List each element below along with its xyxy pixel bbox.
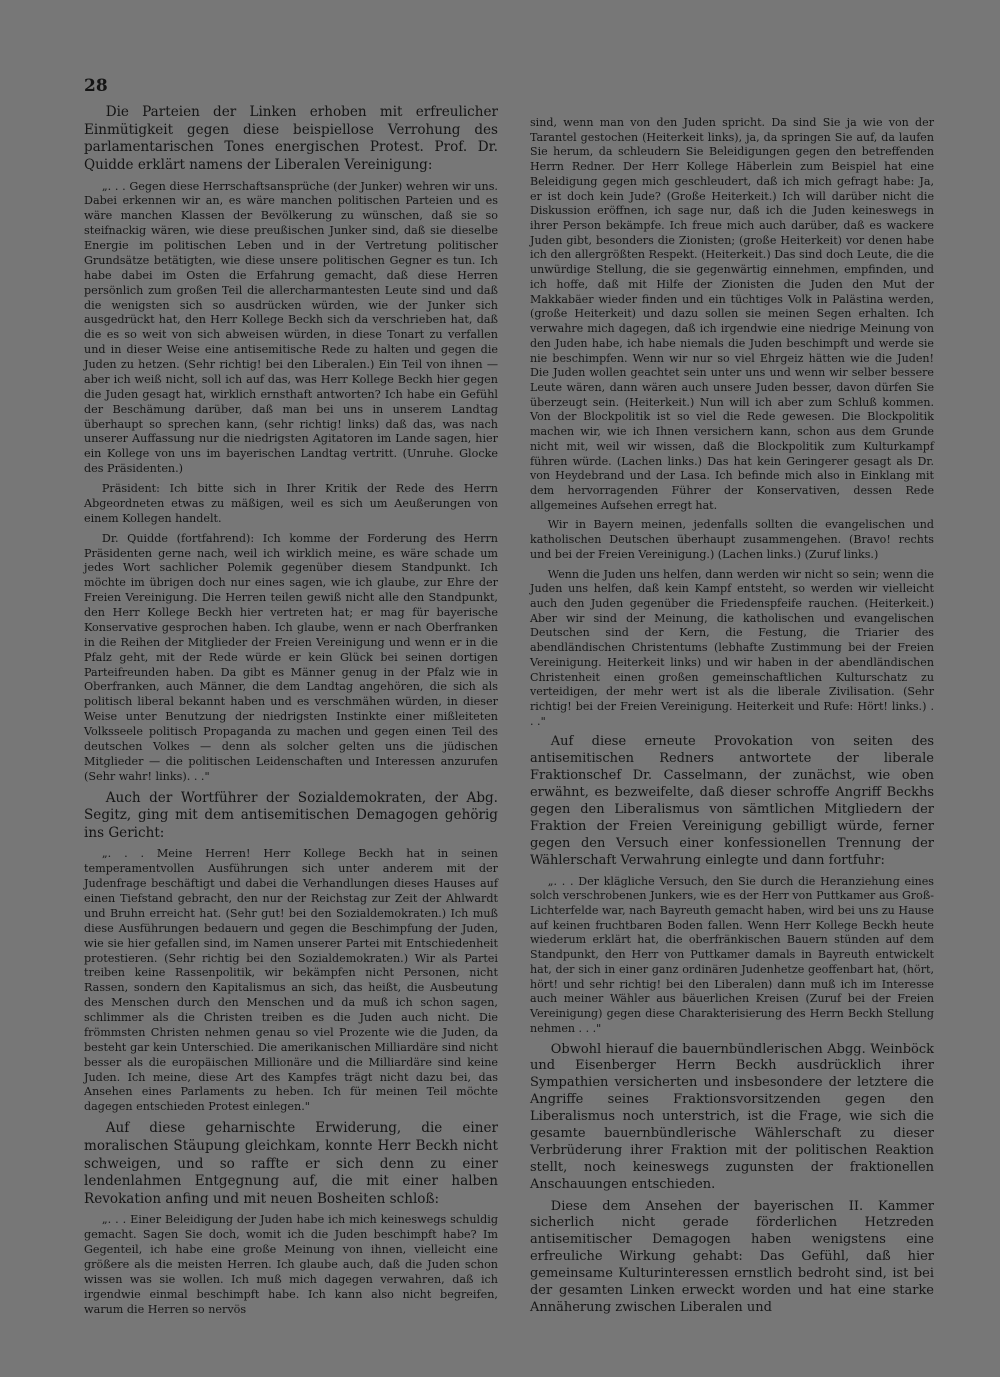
paragraph: Obwohl hierauf die bauernbündlerischen Abgg. Weinböck und Eisenberger Herrn Beckh ausdrücklich ihrer Sympathien versicherten und insbesondere der letztere die Angriffe seines Fraktionsvorsitzenden gegen den Liberalismus noch unterstrich, ist die Frage, wie sich die gesamte bauernbündlerische Wählerschaft zu dieser Verbrüderung ihrer Fraktion mit der politischen Reaktion stellt, noch keineswegs zugunsten der fraktionellen Anschauungen entschieden. (530, 1041, 934, 1192)
quote-paragraph: „. . . Einer Beleidigung der Juden habe ich mich keineswegs schuldig gemacht. Sagen Sie doch, womit ich die Juden beschimpft habe? Im Gegenteil, ich habe eine große Meinung von ihnen, vielleicht eine größere als die meisten Herren. Ich glaube auch, daß die Juden schon wissen was sie wollen. Ich muß mich dagegen verwahren, daß ich irgendwie einmal beschimpft habe. Ich kann also nicht begreifen, warum die Herren so nervös (84, 1213, 498, 1316)
right-column (530, 116, 934, 1322)
paragraph: Auf diese geharnischte Erwiderung, die einer moralischen Stäupung gleichkam, konnte Herr Beckh nicht schweigen, und so raffte er sich denn zu einer lendenlahmen Entgegnung auf, die mit einer halben Revokation anfing und mit neuen Bosheiten schloß: (84, 1120, 498, 1207)
quote-paragraph: Dr. Quidde (fortfahrend): Ich komme der Forderung des Herrn Präsidenten gerne nach, weil ich wirklich meine, es wäre schade um jedes Wort sachlicher Polemik gegenüber diesem Standpunkt. Ich möchte im übrigen doch nur eines sagen, wie ich glaube, zur Ehre der Freien Vereinigung. Die Herren teilen gewiß nicht alle den Standpunkt, den Herr Kollege Beckh hier vertreten hat; er mag für bayerische Konservative gesprochen haben. Ich glaube, wenn er nach Oberfranken in die Reihen der Mitglieder der Freien Vereinigung und wenn er in die Pfalz geht, mit der Rede würde er kein Glück bei seinen dortigen Parteifreunden haben. Da gibt es Männer genug in der Pfalz wie in Oberfranken, auch Männer, die dem Landtag angehören, die sich als politisch liberal bekannt haben und es verschmähen würden, in dieser Weise unter Benutzung der niedrigsten Instinkte einer mißleiteten Volksseele politisch Propaganda zu machen und gegen einen Teil des deutschen Volkes — denn als solcher gelten uns die jüdischen Mitglieder — die politischen Leidenschaften und Interessen anzurufen (Sehr wahr! links). . ." (84, 531, 498, 783)
paragraph: Auf diese erneute Provokation von seiten des antisemitischen Redners antwortete der liberale Fraktionschef Dr. Casselmann, der zunächst, wie oben erwähnt, es bezweifelte, daß dieser schroffe Angriff Beckhs gegen den Liberalismus von sämtlichen Mitgliedern der Fraktion der Freien Vereinigung gebilligt würde, ferner gegen den Versuch einer konfessionellen Trennung der Wählerschaft Verwahrung einlegte und dann fortfuhr: (530, 734, 934, 868)
page-number: 28 (84, 76, 108, 96)
paragraph: Diese dem Ansehen der bayerischen II. Kammer sicherlich nicht gerade förderlichen Hetzreden antisemitischer Demagogen haben wenigstens eine erfreuliche Wirkung gehabt: Das Gefühl, daß hier gemeinsame Kulturinteressen ernstlich bedroht sind, ist bei der gesamten Linken erweckt worden und hat eine starke Annäherung zwischen Liberalen und (530, 1198, 934, 1315)
quote-paragraph: Wir in Bayern meinen, jedenfalls sollten die evangelischen und katholischen Deutschen überhaupt zusammengehen. (Bravo! rechts und bei der Freien Vereinigung.) (Lachen links.) (Zuruf links.) (530, 518, 934, 561)
left-column (84, 104, 498, 1323)
quote-paragraph: Wenn die Juden uns helfen, dann werden wir nicht so sein; wenn die Juden uns helfen, daß kein Kampf entsteht, so werden wir vielleicht auch den Juden gegenüber die Friedenspfeife rauchen. (Heiterkeit.) Aber wir sind der Meinung, die katholischen und evangelischen Deutschen sind der Kern, die Festung, die Triarier des abendländischen Christentums (lebhafte Zustimmung bei der Freien Vereinigung. Heiterkeit links) und wir haben in der abendländischen Christenheit einen großen gemeinschaftlichen Kulturschatz zu verteidigen, der mehr wert ist als die liberale Zivilisation. (Sehr richtig! bei der Freien Vereinigung. Heiterkeit und Rufe: Hört! links.) . . ." (530, 567, 934, 728)
paragraph: Die Parteien der Linken erhoben mit erfreulicher Einmütigkeit gegen diese beispiellose Verrohung des parlamentarischen Tones energischen Protest. Prof. Dr. Quidde erklärt namens der Liberalen Vereinigung: (84, 104, 498, 173)
quote-paragraph: Präsident: Ich bitte sich in Ihrer Kritik der Rede des Herrn Abgeordneten etwas zu mäßigen, weil es sich um Aeußerungen von einem Kollegen handelt. (84, 482, 498, 525)
quote-paragraph: „. . . Gegen diese Herrschaftsansprüche (der Junker) wehren wir uns. Dabei erkennen wir an, es wäre manchen politischen Parteien und es wäre manchen Klassen der Bevölkerung zu wünschen, daß sie so steifnackig wären, wie diese preußischen Junker sind, daß sie dieselbe Energie im politischen Leben und in der Vertretung politischer Grundsätze betätigten, wie diese unsere politischen Gegner es tun. Ich habe dabei im Osten die Erfahrung gemacht, daß diese Herren persönlich zum großen Teil die allercharmantesten Leute sind und daß die wenigsten sich so ausdrücken würden, wie der Junker sich ausgedrückt hat, den Herr Kollege Beckh sich da verschrieben hat, daß die es so weit von sich abweisen würden, in diese Tonart zu verfallen und in dieser Weise eine antisemitische Rede zu halten und gegen die Juden zu hetzen. (Sehr richtig! bei den Liberalen.) Ein Teil von ihnen — aber ich weiß nicht, soll ich auf das, was Herr Kollege Beckh hier gegen die Juden gesagt hat, wirklich ernsthaft antworten? Ich habe ein Gefühl der Beschämung darüber, daß man bei uns in unserem Landtag überhaupt so sprechen kann, (sehr richtig! links) daß das, was nach unserer Auffassung nur die niedrigsten Agitatoren im Lande sagen, hier ein Kollege von uns im bayerischen Landtag vertritt. (Unruhe. Glocke des Präsidenten.) (84, 179, 498, 476)
quote-paragraph: „. . . Meine Herren! Herr Kollege Beckh hat in seinen temperamentvollen Ausführungen sich unter anderem mit der Judenfrage beschäftigt und dabei die Verhandlungen dieses Hauses auf einen Tiefstand gebracht, den nur der Reichstag zur Zeit der Ahlwardt und Bruhn erreicht hat. (Sehr gut! bei den Sozialdemokraten.) Ich muß diese Ausführungen bedauern und gegen die Beschimpfung der Juden, wie sie hier gefallen sind, im Namen unserer Partei mit Entschiedenheit protestieren. (Sehr richtig bei den Sozialdemokraten.) Wir als Partei treiben keine Rassenpolitik, wir bekämpfen nicht Personen, nicht Rassen, sondern den Kapitalismus an sich, das heißt, die Ausbeutung des Menschen durch den Menschen und da muß ich schon sagen, schlimmer als die Christen treiben es die Juden auch nicht. Die frömmsten Christen nehmen genau so viel Prozente wie die Juden, da besteht gar kein Unterschied. Die amerikanischen Milliardäre sind nicht besser als die europäischen Millionäre und die Milliardäre sind keine Juden. Ich meine, diese Art des Kampfes trägt nicht dazu bei, das Ansehen eines Parlaments zu heben. Ich für meinen Teil möchte dagegen entschieden Protest einlegen." (84, 847, 498, 1114)
paragraph: Auch der Wortführer der Sozialdemokraten, der Abg. Segitz, ging mit dem antisemitischen Demagogen gehörig ins Gericht: (84, 789, 498, 841)
quote-paragraph: sind, wenn man von den Juden spricht. Da sind Sie ja wie von der Tarantel gestochen (Heiterkeit links), ja, da springen Sie auf, da laufen Sie herum, da schleudern Sie Beleidigungen gegen den betreffenden Herrn Redner. Der Herr Kollege Häberlein zum Beispiel hat eine Beleidigung gegen mich geschleudert, daß ich mich gefragt habe: Ja, er ist doch kein Jude? (Große Heiterkeit.) Ich will darüber nicht die Diskussion eröffnen, ich sage nur, daß ich die Juden keineswegs in ihrer Person bekämpfe. Ich freue mich auch darüber, daß es wackere Juden gibt, besonders die Zionisten; (große Heiterkeit) vor denen habe ich den allergrößten Respekt. (Heiterkeit.) Das sind doch Leute, die die unwürdige Stellung, die sie gegenwärtig einnehmen, empfinden, und ich hoffe, daß mit Hilfe der Zionisten die Juden den Mut der Makkabäer wieder finden und ein tüchtiges Volk in Palästina werden, (große Heiterkeit) und dazu sollen sie meinen Segen erhalten. Ich verwahre mich dagegen, daß ich irgendwie eine niedrige Meinung von den Juden habe, ich habe niemals die Juden beschimpft und werde sie nie beschimpfen. Wenn wir nur so viel Ehrgeiz hätten wie die Juden! Die Juden wollen geachtet sein unter uns und wenn wir selber bessere Leute wären, dann wären auch unsere Juden besser, davon dürfen Sie überzeugt sein. (Heiterkeit.) Nun will ich aber zum Schluß kommen. Von der Blockpolitik ist so viel die Rede gewesen. Die Blockpolitik machen wir, wie ich Ihnen versichern kann, schon aus dem Grunde nicht mit, weil wir wissen, daß die Blockpolitik zum Kulturkampf führen würde. (Lachen links.) Das hat kein Geringerer gesagt als Dr. von Heydebrand und der Lasa. Ich befinde mich also in Einklang mit dem hervorragenden Führer der Konservativen, dessen Rede allgemeines Aufsehen erregt hat. (530, 116, 934, 512)
quote-paragraph: „. . . Der klägliche Versuch, den Sie durch die Heranziehung eines solch verschrobenen Junkers, wie es der Herr von Puttkamer aus Groß-Lichterfelde war, nach Bayreuth gemacht haben, wird bei uns zu Hause auf keinen fruchtbaren Boden fallen. Wenn Herr Kollege Beckh heute wiederum erklärt hat, die oberfränkischen Bauern stünden auf dem Standpunkt, den Herr von Puttkamer damals in Bayreuth entwickelt hat, der sich in einer ganz ordinären Judenhetze geoffenbart hat, (hört, hört! und sehr richtig! bei den Liberalen) dann muß ich im Interesse auch meiner Wähler aus bäuerlichen Kreisen (Zuruf bei der Freien Vereinigung) gegen diese Charakterisierung des Herrn Beckh Stellung nehmen . . ." (530, 874, 934, 1035)
